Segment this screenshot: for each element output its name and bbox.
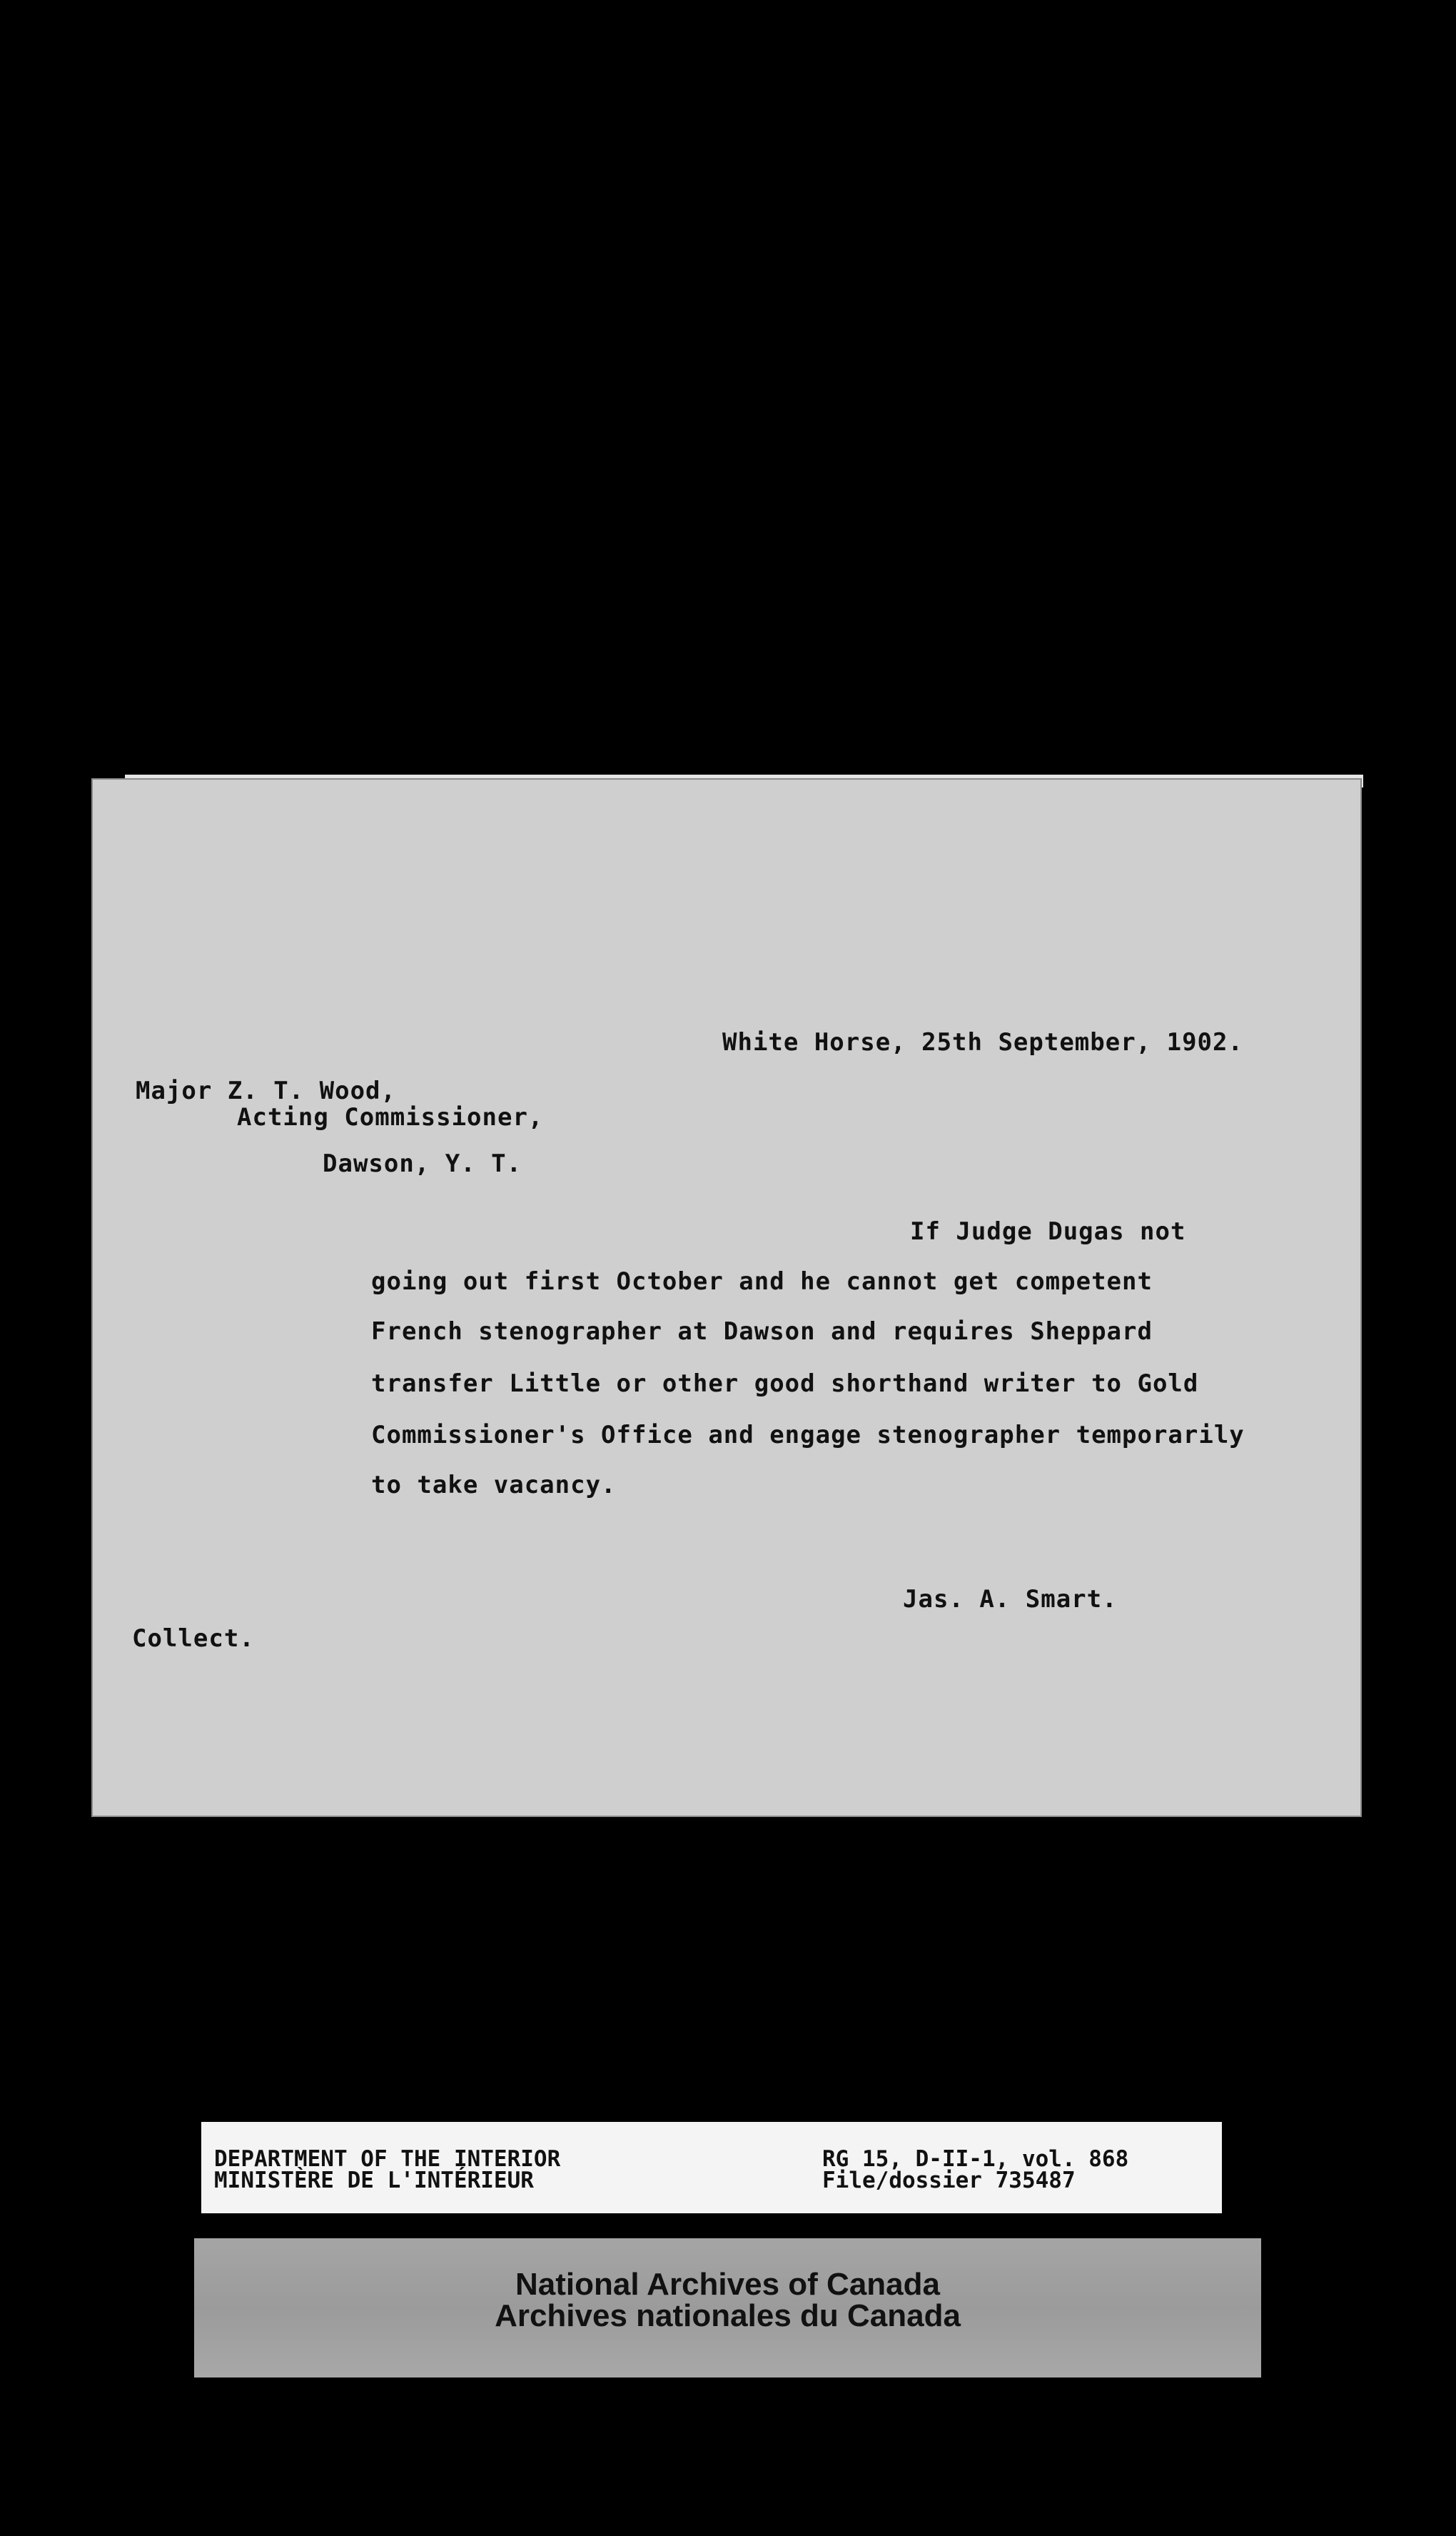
- body-line: French stenographer at Dawson and requires Sheppard: [371, 1317, 1153, 1346]
- collect-note: Collect.: [132, 1624, 255, 1653]
- archive-reference-label: [201, 2122, 1222, 2213]
- body-line: going out first October and he cannot get competent: [371, 1267, 1153, 1296]
- body-line: transfer Little or other good shorthand writer to Gold: [371, 1369, 1199, 1398]
- telegram-document: [91, 778, 1362, 1817]
- record-group-reference: RG 15, D-II-1, vol. 868: [822, 2146, 1129, 2172]
- file-number: File/dossier 735487: [822, 2168, 1076, 2193]
- place-date: White Horse, 25th September, 1902.: [722, 1028, 1243, 1057]
- body-line: to take vacancy.: [371, 1471, 617, 1499]
- department-english: DEPARTMENT OF THE INTERIOR: [214, 2146, 561, 2172]
- stamp-french: Archives nationales du Canada: [495, 2298, 961, 2333]
- signature: Jas. A. Smart.: [903, 1585, 1118, 1614]
- body-line: Commissioner's Office and engage stenographer temporarily: [371, 1421, 1245, 1449]
- addressee-name: Major Z. T. Wood,: [136, 1077, 396, 1105]
- addressee-title: Acting Commissioner,: [237, 1103, 544, 1132]
- addressee-location: Dawson, Y. T.: [323, 1149, 522, 1178]
- archives-stamp: [194, 2238, 1261, 2378]
- body-line: If Judge Dugas not: [910, 1217, 1186, 1246]
- department-french: MINISTÈRE DE L'INTÉRIEUR: [214, 2168, 534, 2193]
- stamp-english: National Archives of Canada: [515, 2267, 940, 2302]
